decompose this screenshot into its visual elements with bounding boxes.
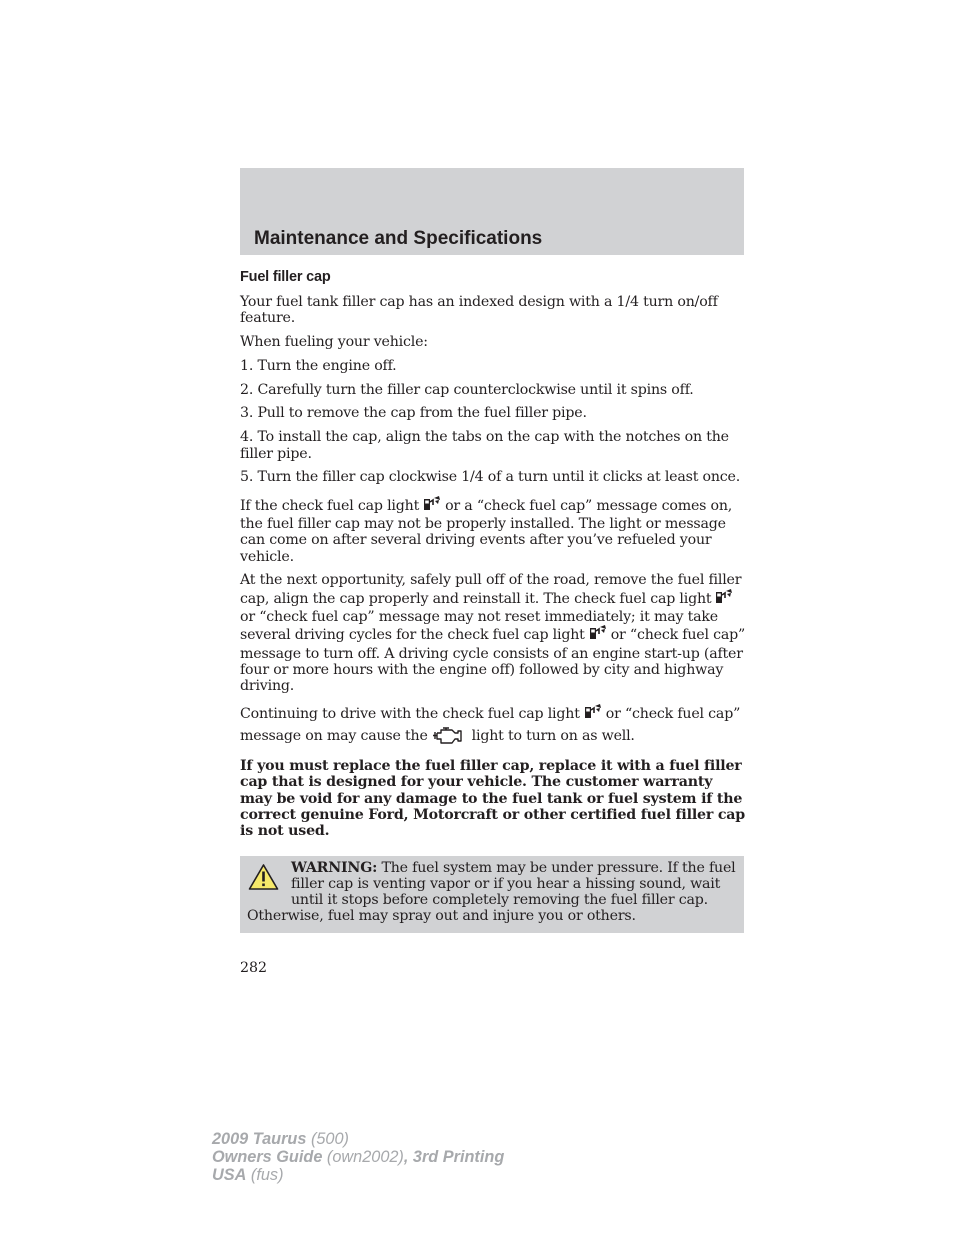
footer-line-3: USA (fus) — [212, 1166, 284, 1184]
replacement-notice: If you must replace the fuel filler cap, replace it with a fuel filler cap that is designed for your vehicle. The customer warranty may be void for any damage to the fuel tank or fuel system if the correct genuine Ford, Motorcraft or other certified fuel filler cap is not used. — [240, 758, 745, 840]
warning-triangle-icon — [248, 863, 279, 895]
page-title: Maintenance and Specifications — [254, 228, 543, 249]
next-opportunity-paragraph: At the next opportunity, safely pull off of the road, remove the fuel filler cap, align the cap properly and reinstall it. The check fuel cap lightor “check fuel cap” message may not reset immediately; it may take several driving cycles for the check fuel cap light or “check fuel cap” message to turn off. A driving cycle consists of an engine start-up (after four or more hours with the engine off) followed by city and highway driving. — [240, 572, 746, 695]
footer — [212, 1130, 504, 1184]
check-fuel-cap-icon — [423, 496, 441, 516]
check-fuel-cap-icon — [584, 704, 602, 724]
section-header-band — [240, 168, 744, 255]
when-fueling-paragraph: When fueling your vehicle: — [240, 334, 428, 351]
step-3: 3. Pull to remove the cap from the fuel filler pipe. — [240, 405, 587, 422]
check-fuel-cap-paragraph: If the check fuel cap light or a “check fuel cap” message comes on, the fuel filler cap may not be properly installed. The light or message can come on after several driving events after you’ve refueled your vehicle. — [240, 497, 733, 565]
warning-label: WARNING: — [291, 859, 378, 876]
section-heading: Fuel filler cap — [240, 269, 331, 285]
intro-paragraph: Your fuel tank filler cap has an indexed design with a 1/4 turn on/off feature. — [240, 294, 718, 327]
step-2: 2. Carefully turn the filler cap counterclockwise until it spins off. — [240, 381, 694, 398]
check-fuel-cap-icon — [589, 625, 607, 645]
check-fuel-cap-icon — [715, 589, 733, 609]
step-4: 4. To install the cap, align the tabs on the cap with the notches on the filler pipe. — [240, 429, 729, 462]
check-engine-icon — [432, 725, 464, 749]
warning-text: The fuel system may be under pressure. If the fuel filler cap is venting vapor or if you hear a hissing sound, wait until it stops before completely removing the fuel filler cap. Otherwise, fuel may spray out and injure you or others. — [247, 859, 736, 925]
page-number: 282 — [240, 960, 268, 976]
step-5: 5. Turn the filler cap clockwise 1/4 of a turn until it clicks at least once. — [240, 469, 741, 486]
continuing-paragraph: Continuing to drive with the check fuel cap light or “check fuel cap” message on may cause the light to turn on as well. — [240, 704, 746, 749]
step-1: 1. Turn the engine off. — [240, 357, 397, 374]
warning-box — [240, 856, 744, 933]
page-content — [240, 268, 746, 933]
footer-line-2: Owners Guide (own2002), 3rd Printing — [212, 1148, 505, 1166]
footer-line-1: 2009 Taurus (500) — [212, 1130, 349, 1148]
